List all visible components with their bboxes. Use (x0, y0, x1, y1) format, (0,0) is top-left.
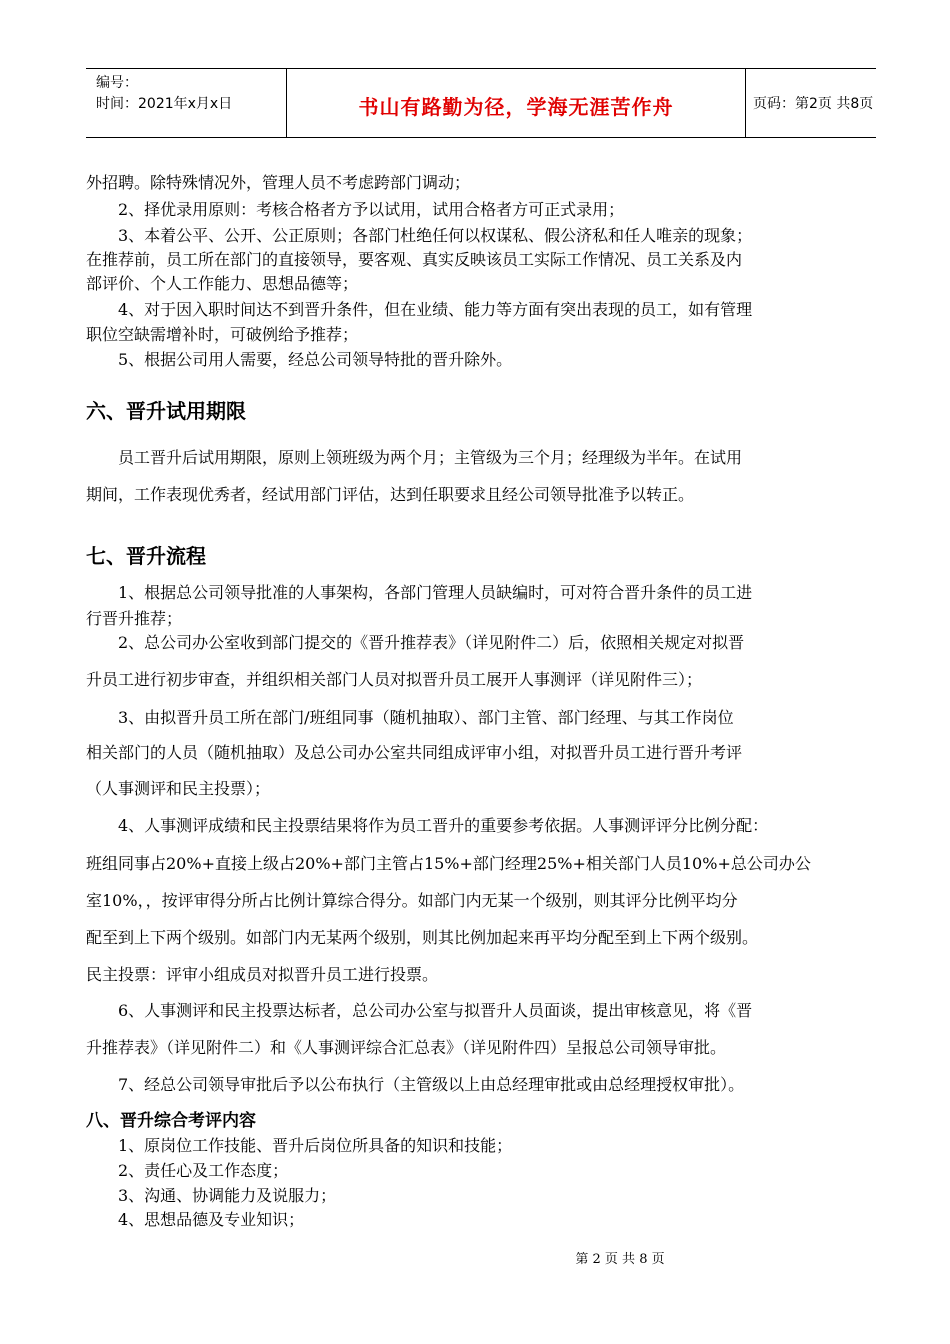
section-7-line: 民主投票：评审小组成员对拟晋升员工进行投票。 (86, 965, 439, 984)
section-7-line: 4、人事测评成绩和民主投票结果将作为员工晋升的重要参考依据。人事测评评分比例分配： (118, 816, 769, 835)
header-page-number: 页码：第2页 共8页 (753, 96, 874, 112)
page-footer: 第 2 页 共 8 页 (575, 1252, 665, 1267)
section-8-heading: 八、晋升综合考评内容 (86, 1111, 256, 1131)
section-7-line: （人事测评和民主投票）； (86, 779, 271, 798)
header-page-cell (745, 69, 876, 137)
section-7-line: 班组同事占20%+直接上级占20%+部门主管占15%+部门经理25%+相关部门人员10%+总公司办公 (86, 854, 811, 873)
intro-line: 部评价、个人工作能力、思想品德等； (86, 274, 359, 293)
section-8-line: 1、原岗位工作技能、晋升后岗位所具备的知识和技能； (118, 1136, 513, 1155)
header-meta (86, 69, 286, 137)
section-7-line: 7、经总公司领导审批后予以公布执行（主管级以上由总经理审批或由总经理授权审批）。 (118, 1075, 745, 1094)
section-7-line: 3、由拟晋升员工所在部门/班组同事（随机抽取）、部门主管、部门经理、与其工作岗位 (118, 708, 734, 727)
header-motto: 书山有路勤为径，学海无涯苦作舟 (358, 95, 674, 119)
intro-line: 3、本着公平、公开、公正原则；各部门杜绝任何以权谋私、假公济私和任人唯亲的现象； (118, 226, 753, 245)
section-7-line: 室10%，，按评审得分所占比例计算综合得分。如部门内无某一个级别，则其评分比例平均分 (86, 891, 738, 910)
section-7-line: 升员工进行初步审查，并组织相关部门人员对拟晋升员工展开人事测评（详见附件三）； (86, 670, 703, 689)
intro-line: 在推荐前，员工所在部门的直接领导，要客观、真实反映该员工实际工作情况、员工关系及内 (86, 250, 743, 269)
section-7-line: 行晋升推荐； (86, 609, 183, 628)
section-6-line: 员工晋升后试用期限，原则上领班级为两个月；主管级为三个月；经理级为半年。在试用 (118, 448, 743, 467)
page-header (86, 68, 876, 138)
section-6-heading: 六、晋升试用期限 (86, 399, 246, 423)
intro-line: 5、根据公司用人需要，经总公司领导特批的晋升除外。 (118, 350, 513, 369)
document-time-label: 时间：2021年x月x日 (96, 96, 233, 112)
section-7-line: 升推荐表》（详见附件二）和《人事测评综合汇总表》（详见附件四）呈报总公司领导审批。 (86, 1038, 727, 1057)
section-6-line: 期间，工作表现优秀者，经试用部门评估，达到任职要求且经公司领导批准予以转正。 (86, 485, 695, 504)
intro-line: 外招聘。除特殊情况外，管理人员不考虑跨部门调动； (86, 173, 471, 192)
intro-line: 职位空缺需增补时，可破例给予推荐； (86, 325, 359, 344)
section-7-line: 2、总公司办公室收到部门提交的《晋升推荐表》（详见附件二）后，依照相关规定对拟晋 (118, 633, 745, 652)
section-8-line: 4、思想品德及专业知识； (118, 1210, 305, 1229)
document-number-label: 编号： (96, 75, 138, 91)
section-7-line: 配至到上下两个级别。如部门内无某两个级别，则其比例加起来再平均分配至到上下两个级别。 (86, 928, 759, 947)
section-7-line: 1、根据总公司领导批准的人事架构，各部门管理人员缺编时，可对符合晋升条件的员工进 (118, 583, 753, 602)
section-8-line: 3、沟通、协调能力及说服力； (118, 1186, 337, 1205)
section-8-line: 2、责任心及工作态度； (118, 1161, 289, 1180)
section-7-heading: 七、晋升流程 (86, 544, 206, 568)
intro-line: 2、择优录用原则：考核合格者方予以试用，试用合格者方可正式录用； (118, 200, 625, 219)
header-motto-cell (286, 69, 746, 137)
section-7-line: 6、人事测评和民主投票达标者，总公司办公室与拟晋升人员面谈，提出审核意见，将《晋 (118, 1001, 753, 1020)
intro-line: 4、对于因入职时间达不到晋升条件，但在业绩、能力等方面有突出表现的员工，如有管理 (118, 300, 753, 319)
section-7-line: 相关部门的人员（随机抽取）及总公司办公室共同组成评审小组，对拟晋升员工进行晋升考评 (86, 743, 743, 762)
